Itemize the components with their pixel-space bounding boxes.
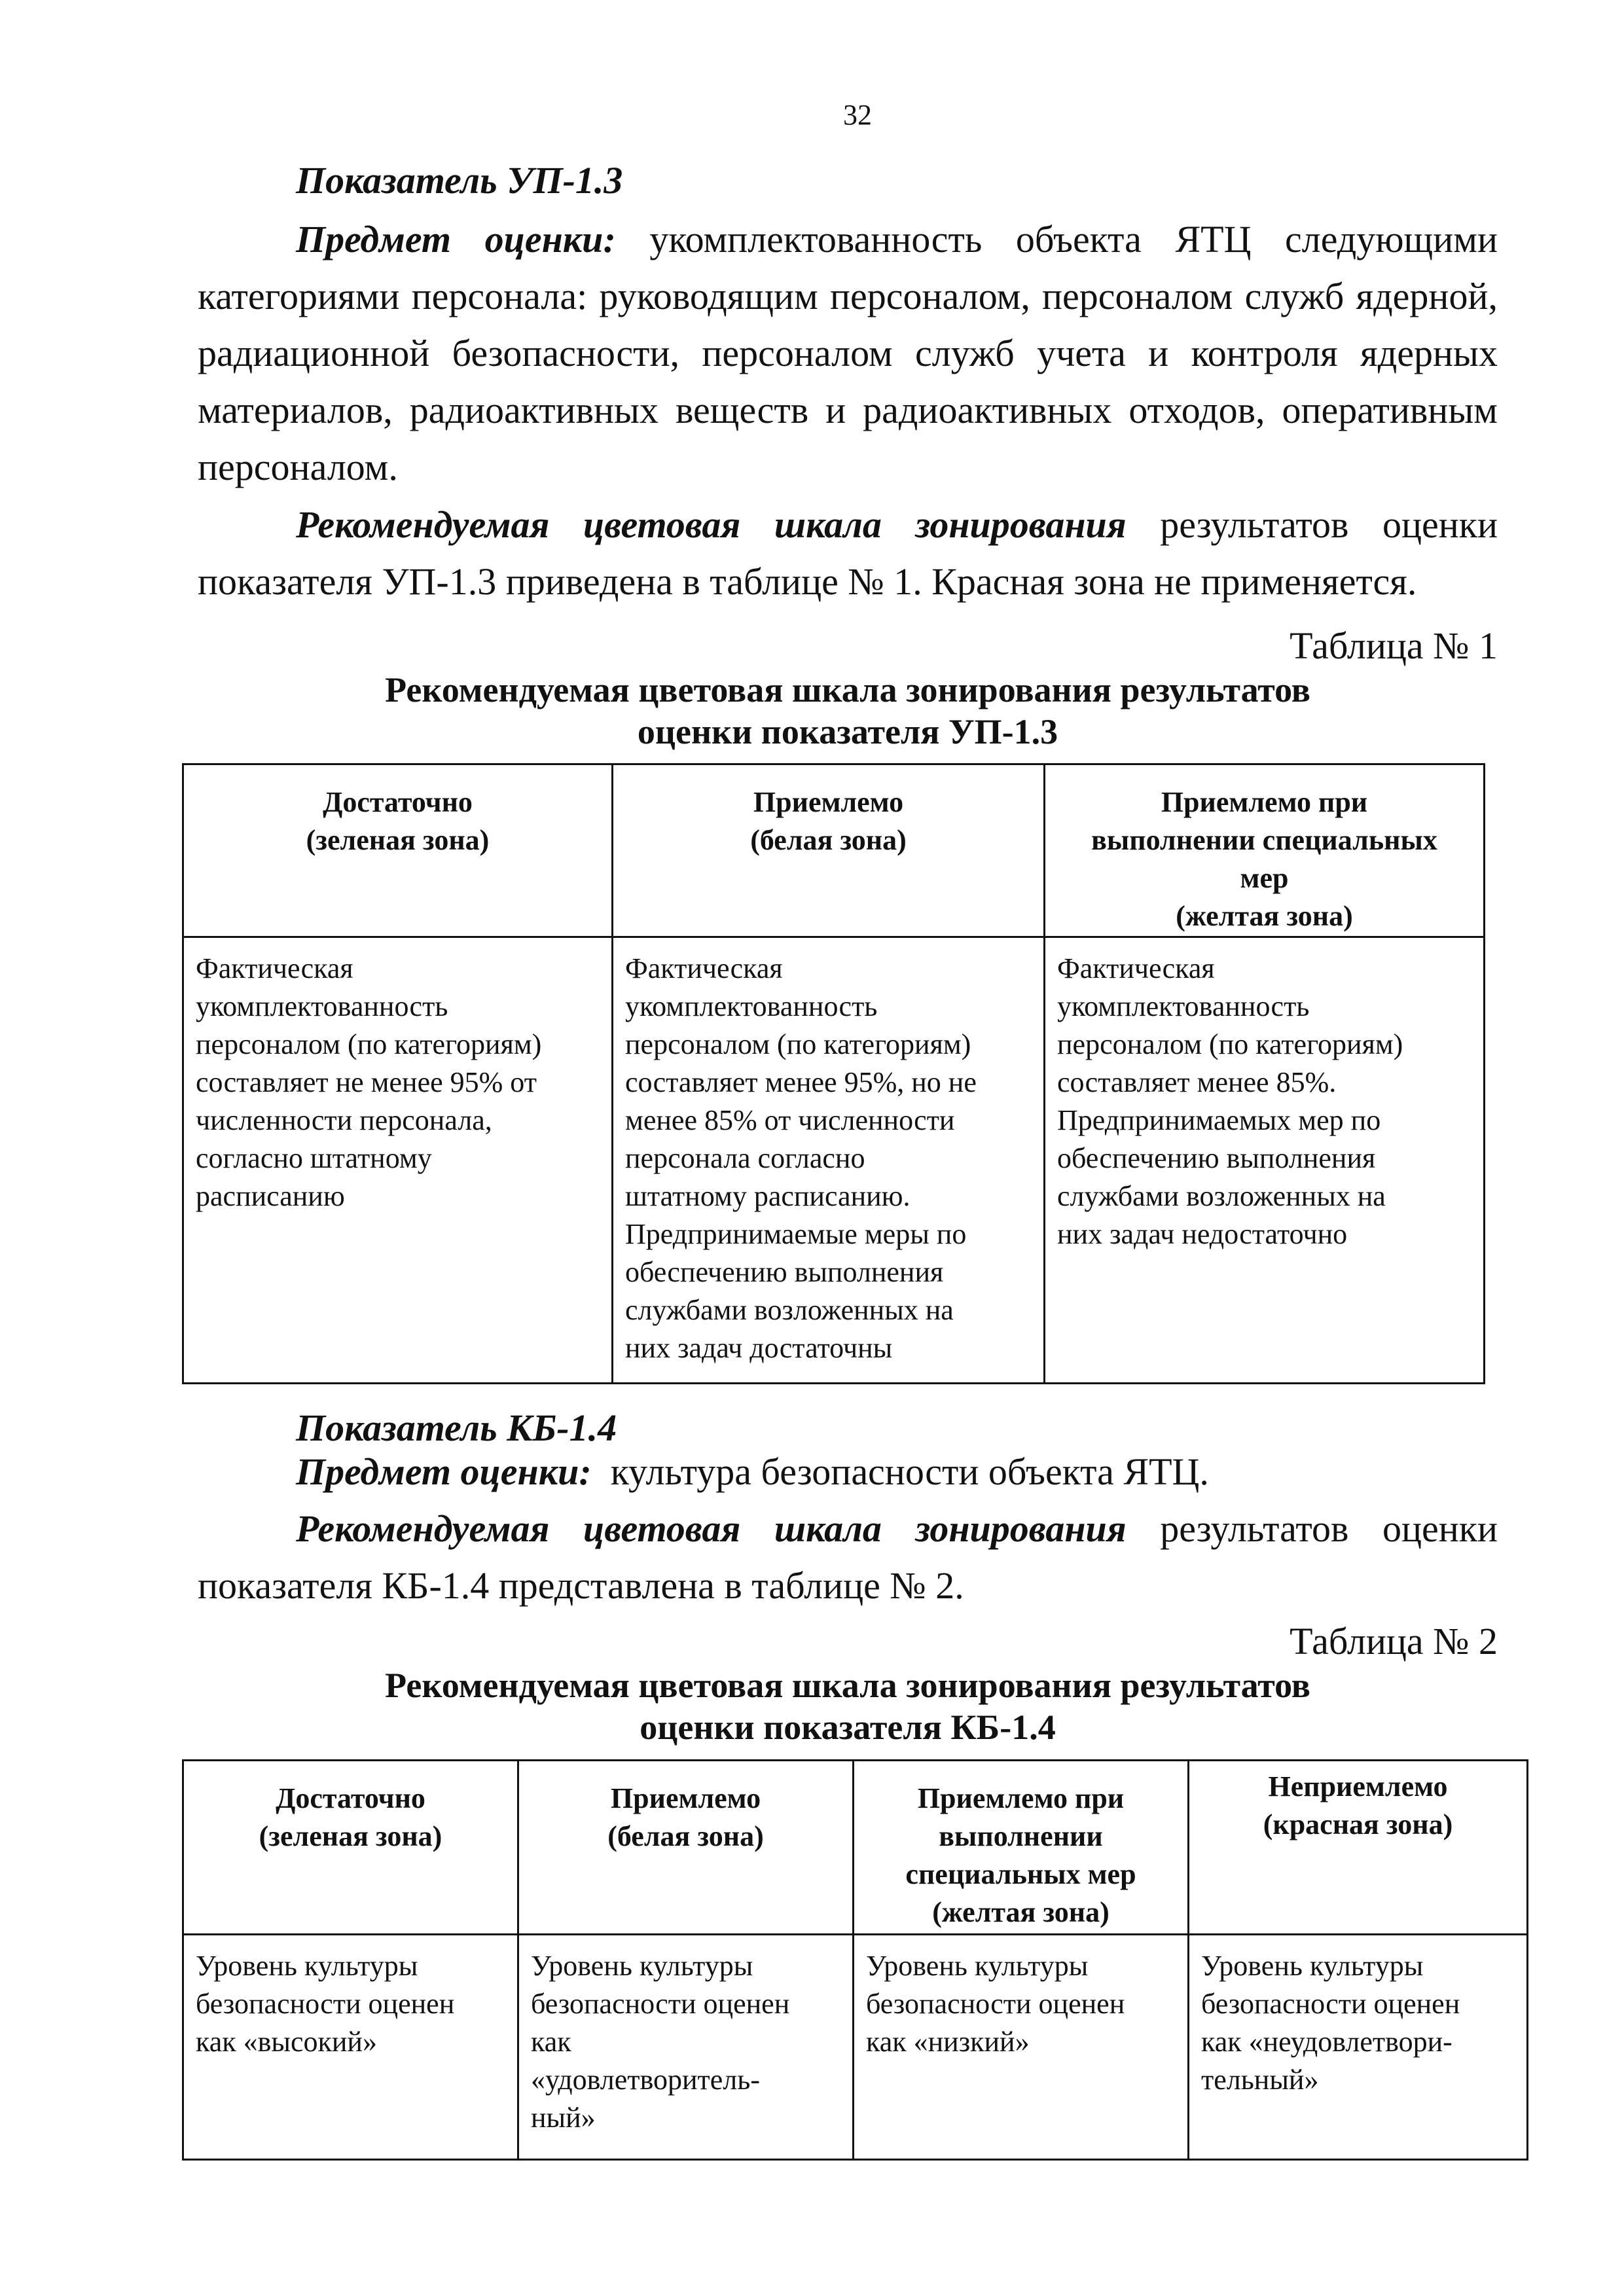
cell-text-line: специальных мер [905,1858,1136,1890]
cell-text-line: мер [1240,862,1289,894]
cell-text-line: Фактическая [1057,952,1215,984]
cell-text-line: как [531,2026,571,2058]
cell-text-line: выполнении [939,1820,1103,1852]
subject-line-1 [198,211,1498,268]
table-2-caption [198,1664,1498,1748]
cell-text-line: укомплектованность [196,990,448,1022]
cell-text-line: обеспечению выполнения [1057,1142,1376,1174]
table-row [183,1935,1528,2160]
scale-text: результатов оценки [1160,503,1498,546]
caption-line: Рекомендуемая цветовая шкала зонирования результатов [385,1666,1310,1705]
cell-text-line: Приемлемо при [1161,786,1368,818]
indicator-heading-kb-1-4: Показатель КБ-1.4 [296,1407,617,1449]
cell-text-line: Достаточно [323,786,473,818]
subject-line-3: радиационной безопасности, персоналом служб учета и контроля ядерных [198,332,1498,374]
cell-text-line: составляет менее 95%, но не [625,1066,977,1098]
subject-line-5: персоналом. [198,446,398,488]
cell-green-zone [183,937,613,1384]
cell-white-zone [613,937,1045,1384]
subject-line-2: категориями персонала: руководящим персоналом, персоналом служб ядерной, [198,275,1498,317]
table-1-number: Таблица № 1 [1290,624,1498,667]
cell-text-line: (зеленая зона) [306,824,490,856]
cell-text-line: персоналом (по категориям) [625,1028,971,1060]
cell-yellow-zone [854,1935,1189,2160]
cell-white-zone [518,1935,854,2160]
table-1-caption [198,669,1498,753]
cell-text-line: Приемлемо при [917,1782,1125,1814]
table-row [183,937,1485,1384]
caption-line: оценки показателя КБ-1.4 [640,1708,1056,1747]
cell-text-line: выполнении специальных [1091,824,1437,856]
cell-text-line: расписанию [196,1180,345,1212]
cell-text-line: Предпринимаемых мер по [1057,1104,1381,1136]
caption-line: Рекомендуемая цветовая шкала зонирования результатов [385,670,1310,709]
scale-line-1 [198,496,1498,553]
header-green-zone [183,764,613,937]
header-yellow-zone [1045,764,1485,937]
header-red-zone [1189,1761,1528,1935]
cell-text-line: обеспечению выполнения [625,1256,944,1288]
scale-paragraph-1 [198,496,1498,610]
cell-yellow-zone [1045,937,1485,1384]
scale-line-1 [198,1500,1498,1557]
cell-text-line: безопасности оценен [866,1988,1125,2020]
cell-text-line: (желтая зона) [932,1896,1110,1928]
cell-text-line: (желтая зона) [1176,900,1353,932]
caption-line: оценки показателя УП-1.3 [637,712,1058,751]
scale-label: Рекомендуемая цветовая шкала зонирования [296,503,1127,546]
cell-text-line: штатному расписанию. [625,1180,911,1212]
cell-text-line: Уровень культуры [196,1950,418,1982]
cell-text-line: (красная зона) [1263,1808,1453,1840]
cell-green-zone [183,1935,518,2160]
cell-text-line: персоналом (по категориям) [196,1028,542,1060]
cell-text-line: Предпринимаемые меры по [625,1218,967,1250]
cell-text-line: Неприемлемо [1268,1770,1448,1803]
scale-line-2: показателя УП-1.3 приведена в таблице № 1. Красная зона не применяется. [198,560,1417,603]
cell-text-line: Фактическая [625,952,783,984]
cell-text-line: укомплектованность [1057,990,1310,1022]
subject-paragraph-1 [198,211,1498,495]
cell-text-line: них задач недостаточно [1057,1218,1348,1250]
table-1 [182,763,1485,1384]
subject-label: Предмет оценки: [296,218,616,260]
cell-text-line: составляет не менее 95% от [196,1066,537,1098]
cell-text-line: них задач достаточны [625,1332,893,1364]
cell-text-line: Достаточно [276,1782,425,1814]
cell-text-line: персонала согласно [625,1142,865,1174]
header-yellow-zone [854,1761,1189,1935]
cell-text-line: Приемлемо [753,786,904,818]
cell-text-line: безопасности оценен [531,1988,790,2020]
cell-text-line: (зеленая зона) [259,1820,442,1852]
subject-text: культура безопасности объекта ЯТЦ. [610,1450,1209,1493]
indicator-heading-up-1-3: Показатель УП-1.3 [296,159,623,202]
cell-text-line: составляет менее 85%. [1057,1066,1337,1098]
cell-text-line: укомплектованность [625,990,878,1022]
header-white-zone [518,1761,854,1935]
cell-text-line: ный» [531,2102,596,2134]
cell-text-line: безопасности оценен [1201,1988,1460,2020]
subject-label: Предмет оценки: [296,1450,592,1493]
cell-text-line: безопасности оценен [196,1988,455,2020]
cell-text-line: Приемлемо [610,1782,761,1814]
scale-paragraph-2 [198,1500,1498,1614]
cell-text-line: (белая зона) [750,824,907,856]
cell-text-line: как «неудовлетвори- [1201,2026,1453,2058]
cell-text-line: персоналом (по категориям) [1057,1028,1403,1060]
subject-line-4: материалов, радиоактивных веществ и радиоактивных отходов, оперативным [198,389,1498,431]
cell-text-line: численности персонала, [196,1104,492,1136]
cell-text-line: как «низкий» [866,2026,1030,2058]
subject-text: укомплектованность объекта ЯТЦ следующими [649,218,1498,260]
cell-text-line: (белая зона) [607,1820,764,1852]
cell-text-line: Фактическая [196,952,353,984]
cell-text-line: службами возложенных на [625,1294,954,1326]
cell-text-line: Уровень культуры [1201,1950,1424,1982]
header-green-zone [183,1761,518,1935]
cell-text-line: менее 85% от численности [625,1104,955,1136]
cell-text-line: службами возложенных на [1057,1180,1386,1212]
cell-text-line: Уровень культуры [866,1950,1089,1982]
page-number: 32 [843,99,872,131]
table-header-row [183,1761,1528,1935]
cell-text-line: «удовлетворитель- [531,2064,760,2096]
subject-paragraph-2 [296,1443,1209,1500]
cell-text-line: как «высокий» [196,2026,377,2058]
scale-label: Рекомендуемая цветовая шкала зонирования [296,1507,1127,1550]
cell-text-line: Уровень культуры [531,1950,753,1982]
cell-red-zone [1189,1935,1528,2160]
scale-line-2: показателя КБ-1.4 представлена в таблице № 2. [198,1564,964,1607]
header-white-zone [613,764,1045,937]
table-2 [182,1759,1528,2161]
table-header-row [183,764,1485,937]
scale-text: результатов оценки [1160,1507,1498,1550]
cell-text-line: согласно штатному [196,1142,432,1174]
cell-text-line: тельный» [1201,2064,1319,2096]
table-2-number: Таблица № 2 [1290,1620,1498,1662]
